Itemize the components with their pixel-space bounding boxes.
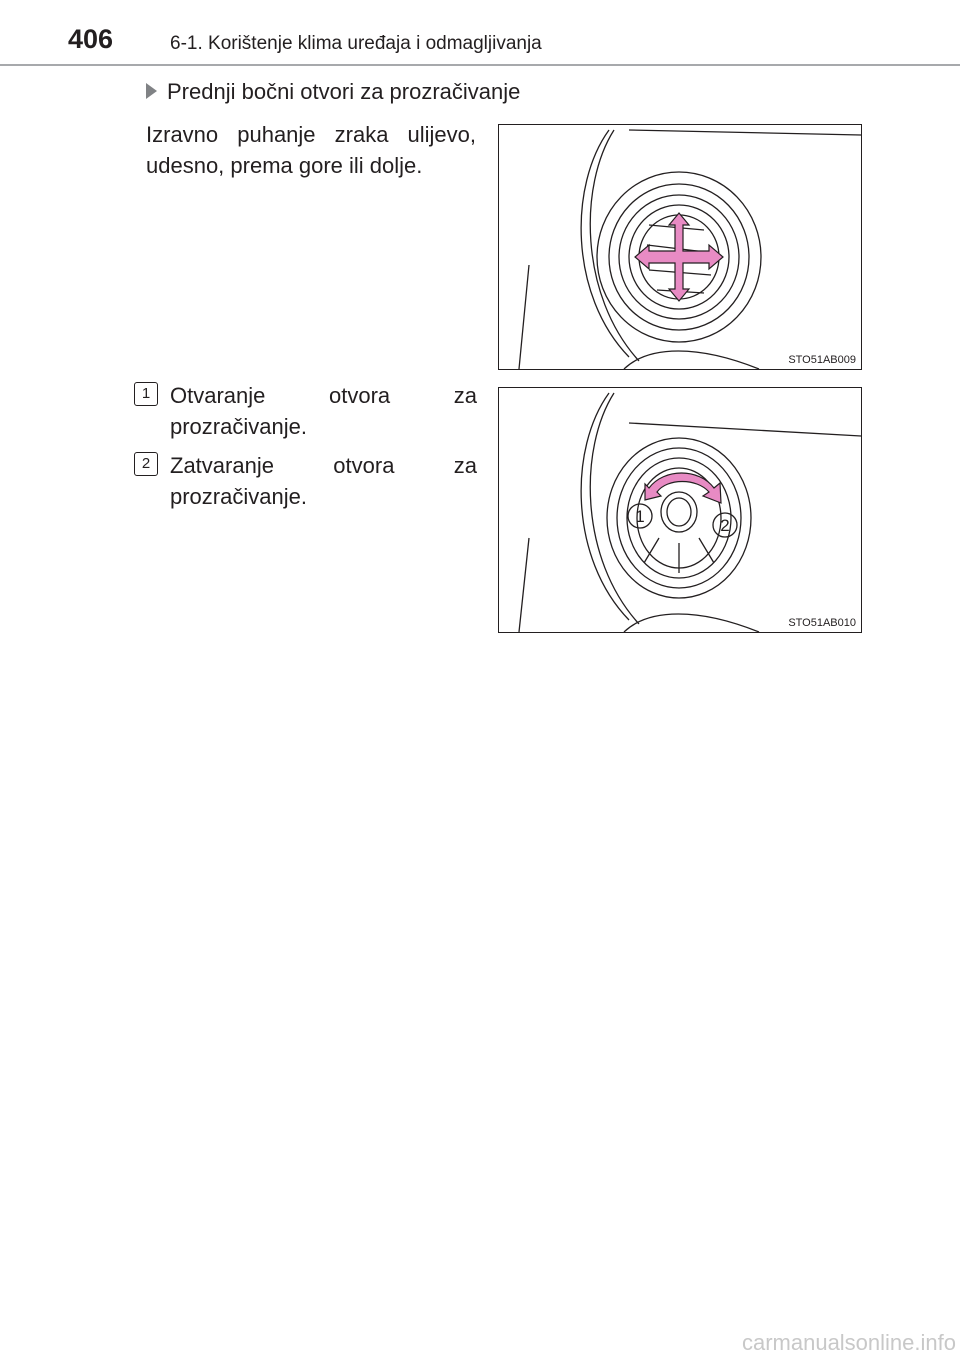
figure-vent-dial: [498, 387, 862, 633]
vent-direction-illustration: [499, 125, 861, 369]
page-header: [0, 0, 960, 70]
figure-code: STO51AB009: [788, 354, 856, 366]
header-divider: [0, 64, 960, 66]
figure-code: STO51AB010: [788, 617, 856, 629]
callout-2: 2: [720, 516, 730, 535]
figure-vent-direction: [498, 124, 862, 370]
triangle-bullet-icon: [146, 83, 157, 99]
watermark: carmanualsonline.info: [741, 1330, 956, 1355]
step-text-1: Otvaranje otvora za prozračivanje.: [170, 383, 477, 439]
step-text-2: Zatvaranje otvora za prozračivanje.: [170, 453, 477, 509]
callout-1: 1: [635, 507, 645, 526]
page-number: 406: [68, 24, 114, 54]
section-description: Izravno puhanje zraka ulijevo, udesno, prema gore ili dolje.: [146, 122, 476, 178]
section-heading-text: Prednji bočni otvori za prozračivanje: [167, 79, 521, 104]
vent-dial-illustration: [499, 388, 861, 632]
chapter-title: 6-1. Korištenje klima uređaja i odmagljivanja: [170, 33, 542, 54]
step-number-2: 2: [134, 452, 158, 476]
section-heading: [146, 79, 520, 105]
step-number-1: 1: [134, 382, 158, 406]
